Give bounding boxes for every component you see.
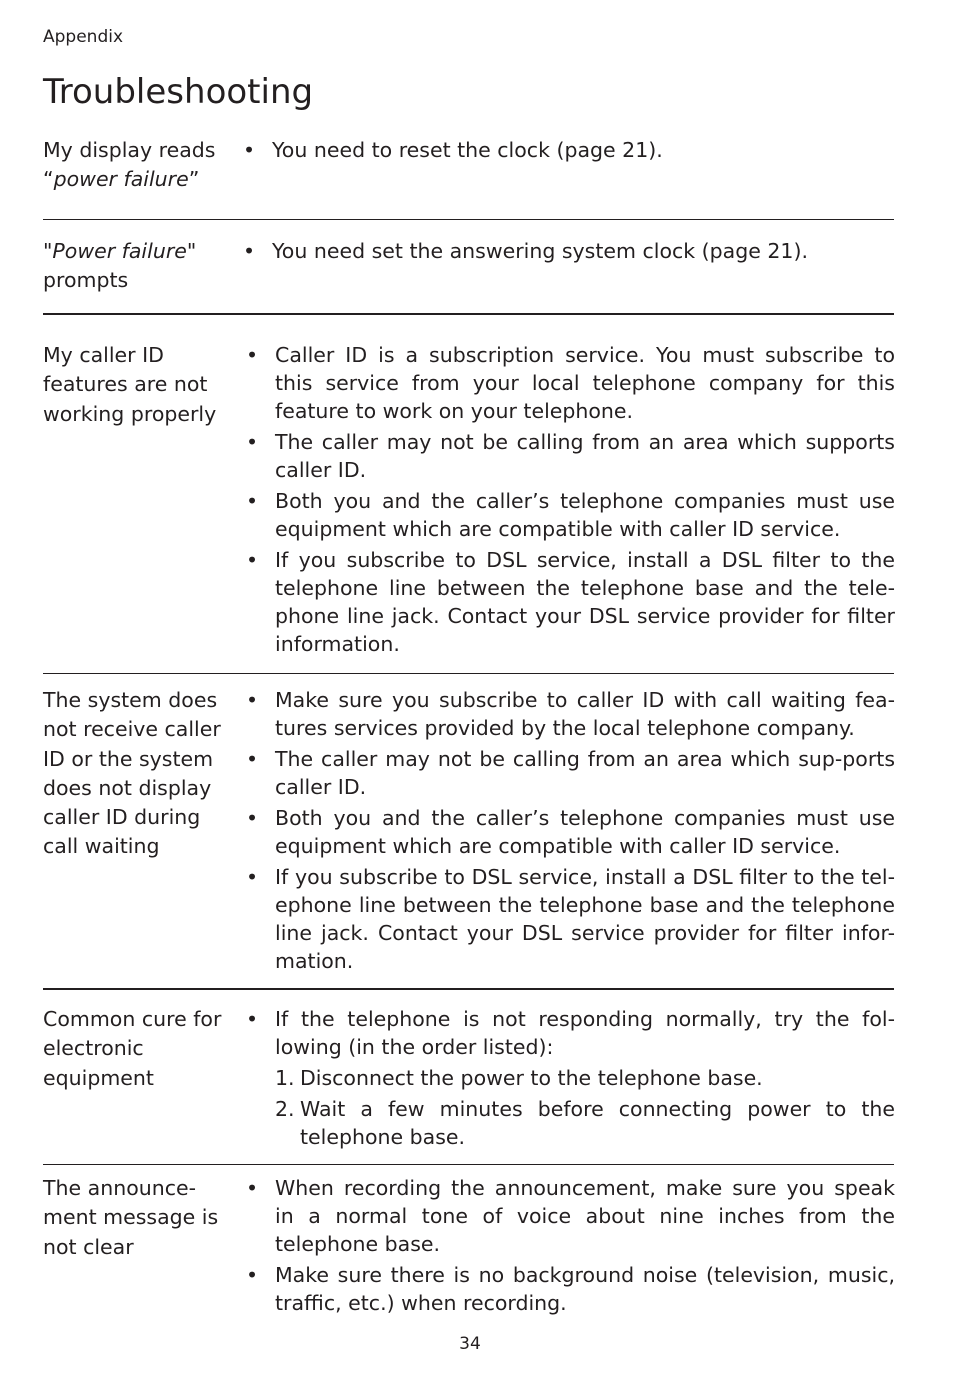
solution-bullet (243, 136, 892, 164)
solution-bullet (246, 546, 895, 658)
bullet-icon: • (246, 865, 259, 889)
solution-text: When recording the announcement, make sure you speak in a normal tone of voice about nine inches from the telephone base. (275, 1176, 895, 1256)
solution-bullet (243, 237, 892, 265)
numbered-step (275, 1064, 895, 1092)
solution-bullet (246, 804, 895, 860)
page-number: 34 (459, 1334, 481, 1354)
solution-bullet (246, 428, 895, 484)
bullet-icon: • (246, 343, 259, 367)
bullet-icon: • (246, 430, 259, 454)
problem-italic-text: power failure (53, 167, 189, 192)
solution-bullet (246, 686, 895, 742)
solution-text: If the telephone is not responding normally, try the fol-lowing (in the order listed): (275, 1007, 895, 1059)
bullet-icon: • (246, 806, 259, 830)
solution-text: The caller may not be calling from an area which supports caller ID. (275, 430, 895, 482)
problem-italic-text: "Power failure" (43, 239, 197, 263)
step-text: Disconnect the power to the telephone base. (300, 1066, 763, 1090)
problem-cell (43, 237, 228, 296)
solution-text: If you subscribe to DSL service, install a DSL filter to the tel-ephone line between the telephone base and the telephone line jack. Contact your DSL service provider for filter infor-mation. (275, 865, 895, 973)
solution-cell (246, 1174, 895, 1320)
problem-text: My display reads (43, 138, 216, 162)
row-divider (43, 219, 894, 220)
solution-bullet (246, 487, 895, 543)
bullet-icon: • (246, 747, 259, 771)
solution-text: If you subscribe to DSL service, install a DSL filter to the telephone line between the telephone base and the tele-phone line jack. Contact your DSL service provider for filter information. (275, 548, 895, 656)
quote-close: ” (188, 167, 200, 192)
step-text: Wait a few minutes before connecting power to the telephone base. (300, 1097, 895, 1149)
solution-bullet (246, 1174, 895, 1258)
problem-text: prompts (43, 268, 129, 293)
problem-cell: The announce-ment message is not clear (43, 1176, 219, 1259)
solution-bullet (246, 1261, 895, 1317)
bullet-icon: • (246, 1263, 259, 1287)
problem-cell: The system does not receive caller ID or the system does not display caller ID during call waiting (43, 688, 221, 859)
row-divider (43, 988, 894, 990)
step-number: 2. (275, 1097, 295, 1121)
solution-cell (243, 136, 892, 167)
solution-bullet (246, 1005, 895, 1151)
solution-text: You need set the answering system clock (page 21). (272, 239, 808, 263)
page-title: Troubleshooting (43, 72, 314, 112)
solution-bullet (246, 745, 895, 801)
bullet-icon: • (243, 239, 256, 263)
bullet-icon: • (243, 138, 256, 162)
row-divider (43, 673, 894, 674)
solution-text: You need to reset the clock (page 21). (272, 138, 663, 162)
solution-text: Caller ID is a subscription service. You must subscribe to this service from your local telephone company for this feature to work on your telephone. (275, 343, 895, 423)
row-divider (43, 313, 894, 315)
solution-cell (246, 341, 895, 661)
step-number: 1. (275, 1066, 295, 1090)
solution-text: The caller may not be calling from an area which sup-ports caller ID. (275, 747, 895, 799)
numbered-steps (275, 1064, 895, 1151)
problem-cell: Common cure for electronic equipment (43, 1007, 222, 1090)
bullet-icon: • (246, 489, 259, 513)
bullet-icon: • (246, 1007, 259, 1031)
solution-cell (243, 237, 892, 268)
bullet-icon: • (246, 548, 259, 572)
quote-open: “ (43, 167, 54, 192)
solution-cell (246, 1005, 895, 1154)
solution-text: Make sure there is no background noise (television, music, traffic, etc.) when recording. (275, 1263, 895, 1315)
solution-bullet (246, 863, 895, 975)
solution-text: Both you and the caller’s telephone companies must use equipment which are compatible with caller ID service. (275, 806, 895, 858)
bullet-icon: • (246, 1176, 259, 1200)
numbered-step (275, 1095, 895, 1151)
problem-cell: My caller ID features are not working properly (43, 343, 217, 426)
row-divider (43, 1164, 894, 1165)
solution-bullet (246, 341, 895, 425)
problem-cell (43, 136, 233, 195)
bullet-icon: • (246, 688, 259, 712)
solution-cell (246, 686, 895, 978)
solution-text: Both you and the caller’s telephone companies must use equipment which are compatible with caller ID service. (275, 489, 895, 541)
section-label: Appendix (43, 27, 124, 47)
solution-text: Make sure you subscribe to caller ID with call waiting fea-tures services provided by the local telephone company. (275, 688, 895, 740)
